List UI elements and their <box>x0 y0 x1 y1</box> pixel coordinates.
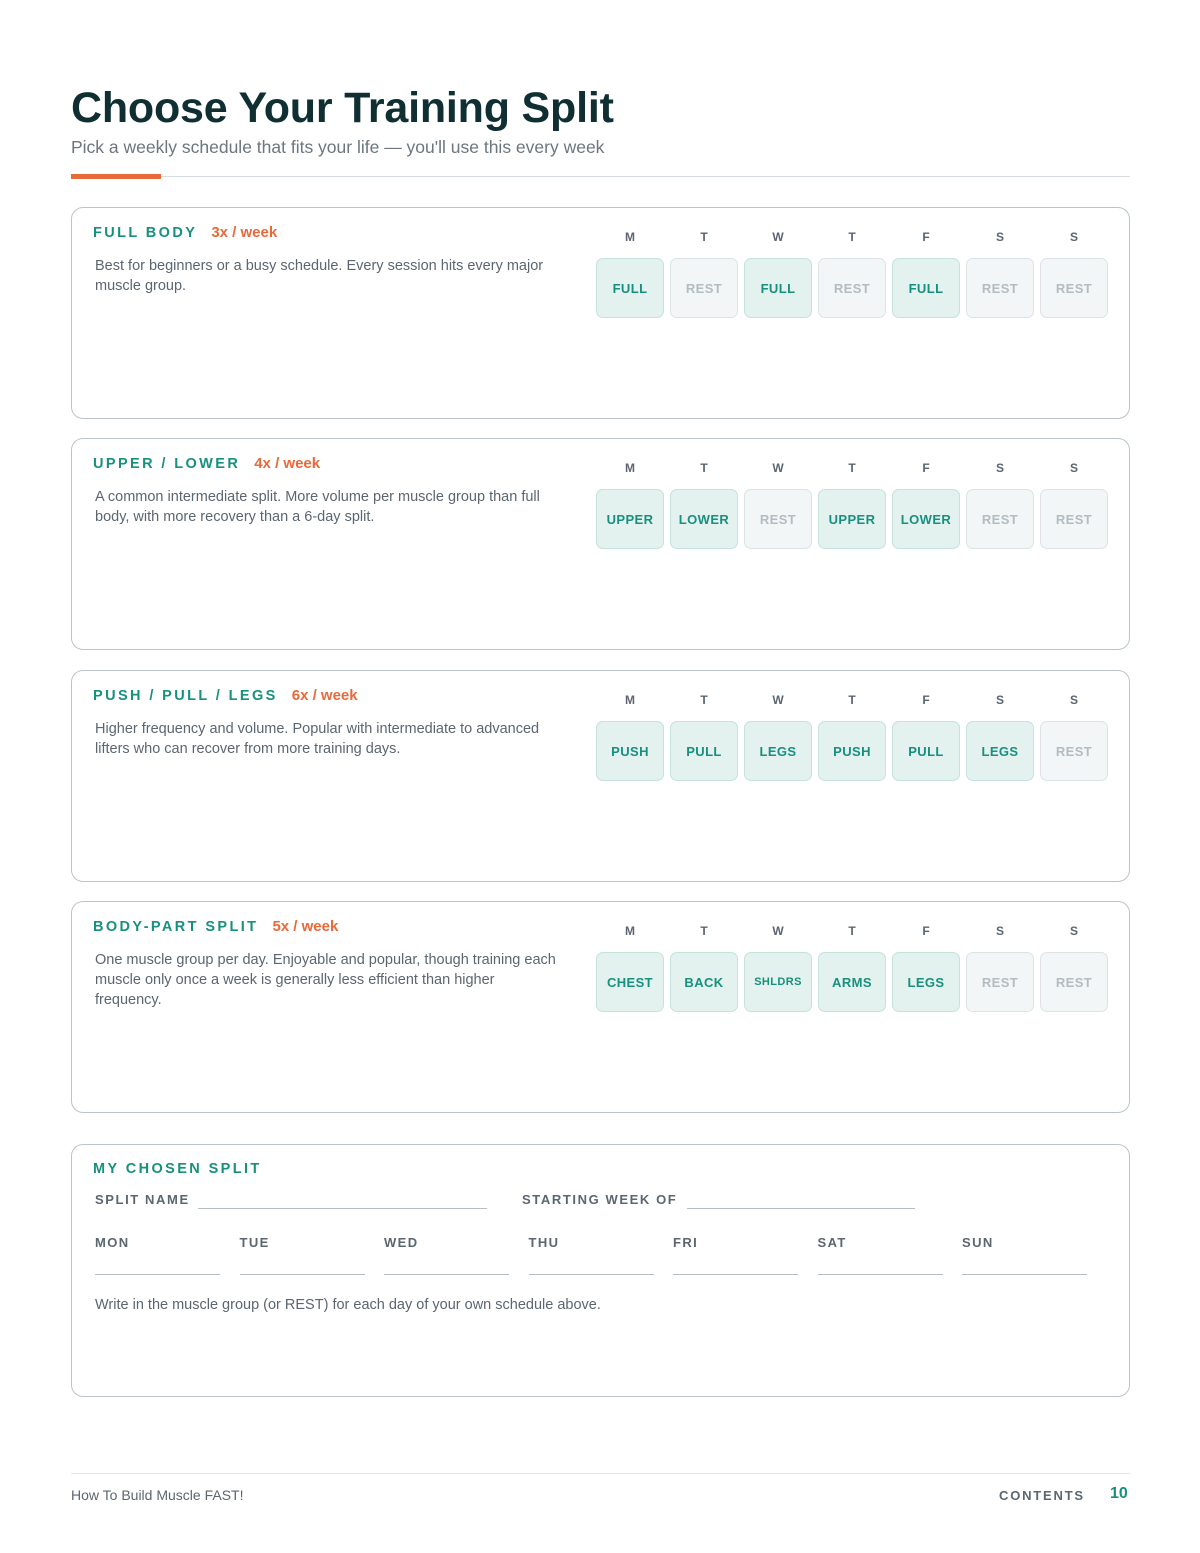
schedule-day <box>596 924 664 1014</box>
split-name: FULL BODY <box>93 225 198 241</box>
split-name: BODY-PART SPLIT <box>93 919 259 935</box>
schedule-day <box>818 693 886 783</box>
workout-day-box: FULL <box>596 258 664 318</box>
rest-day-box: REST <box>744 489 812 549</box>
day-letter: W <box>772 924 784 938</box>
footer-book-title: How To Build Muscle FAST! <box>71 1487 244 1503</box>
contents-link[interactable]: CONTENTS <box>999 1488 1085 1503</box>
day-letter: M <box>625 461 635 475</box>
day-letter: M <box>625 693 635 707</box>
schedule-day <box>818 924 886 1014</box>
workout-day-box: UPPER <box>818 489 886 549</box>
schedule-day <box>818 461 886 551</box>
workout-day-box: BACK <box>670 952 738 1012</box>
schedule-day <box>966 924 1034 1014</box>
chosen-split-title: MY CHOSEN SPLIT <box>93 1161 262 1177</box>
day-letter: S <box>1069 461 1078 475</box>
schedule-day <box>818 230 886 320</box>
weekday-label: FRI <box>673 1235 699 1250</box>
split-description: One muscle group per day. Enjoyable and popular, though training each muscle only once a week is generally less efficient than higher frequency. <box>95 952 556 1008</box>
day-letter: S <box>1069 693 1078 707</box>
workout-day-box: LEGS <box>966 721 1034 781</box>
split-header <box>93 918 338 936</box>
day-letter: T <box>848 461 856 475</box>
schedule-day <box>1040 693 1108 783</box>
day-letter: S <box>995 230 1004 244</box>
day-letter: T <box>848 230 856 244</box>
schedule-day <box>966 230 1034 320</box>
workout-day-box: UPPER <box>596 489 664 549</box>
day-letter: T <box>848 924 856 938</box>
split-frequency: 6x / week <box>291 687 358 704</box>
rest-day-box: REST <box>670 258 738 318</box>
split-header <box>93 224 277 242</box>
workout-day-box: LEGS <box>892 952 960 1012</box>
page-number: 10 <box>1110 1485 1128 1502</box>
workout-day-box: FULL <box>744 258 812 318</box>
rest-day-box: REST <box>966 258 1034 318</box>
weekday-write-in-field[interactable] <box>962 1274 1087 1275</box>
schedule-day <box>966 693 1034 783</box>
weekday-label: TUE <box>239 1235 270 1250</box>
day-letter: T <box>700 693 708 707</box>
split-description: A common intermediate split. More volume per muscle group than full body, with more recovery than a 6-day split. <box>95 489 540 525</box>
schedule-day <box>744 461 812 551</box>
schedule-day <box>670 461 738 551</box>
rest-day-box: REST <box>1040 489 1108 549</box>
schedule-day <box>892 693 960 783</box>
weekday-write-in-field[interactable] <box>95 1274 220 1275</box>
day-letter: T <box>700 461 708 475</box>
schedule-day <box>744 693 812 783</box>
weekday-label: THU <box>528 1235 560 1250</box>
day-letter: M <box>625 230 635 244</box>
my-chosen-split-card <box>71 1144 1130 1397</box>
day-letter: T <box>848 693 856 707</box>
weekday-write-in-field[interactable] <box>384 1274 509 1275</box>
rest-day-box: REST <box>1040 952 1108 1012</box>
day-letter: S <box>995 924 1004 938</box>
schedule-day <box>596 693 664 783</box>
weekday-label: SUN <box>962 1235 994 1250</box>
split-card <box>71 670 1130 882</box>
schedule-day <box>670 924 738 1014</box>
day-letter: F <box>922 461 930 475</box>
schedule-day <box>892 230 960 320</box>
day-letter: F <box>922 230 930 244</box>
weekday-label: WED <box>384 1235 419 1250</box>
split-card <box>71 901 1130 1113</box>
weekly-schedule <box>596 230 1108 320</box>
day-letter: F <box>922 924 930 938</box>
weekday-write-in-field[interactable] <box>818 1274 943 1275</box>
split-name: PUSH / PULL / LEGS <box>93 688 278 704</box>
split-frequency: 5x / week <box>272 918 339 935</box>
schedule-day <box>744 230 812 320</box>
weekday-label: SAT <box>817 1235 847 1250</box>
starting-week-field[interactable] <box>687 1208 915 1209</box>
workout-day-box: PULL <box>670 721 738 781</box>
schedule-day <box>744 924 812 1014</box>
footer-divider <box>71 1473 1130 1474</box>
rest-day-box: REST <box>966 952 1034 1012</box>
workout-day-box: SHLDRS <box>744 952 812 1012</box>
day-letter: S <box>1069 230 1078 244</box>
title-accent-rule <box>71 174 161 179</box>
workout-day-box: PUSH <box>818 721 886 781</box>
schedule-day <box>670 230 738 320</box>
day-letter: S <box>1069 924 1078 938</box>
split-header <box>93 687 358 705</box>
workout-day-box: LOWER <box>892 489 960 549</box>
split-card <box>71 438 1130 650</box>
weekly-schedule <box>596 461 1108 551</box>
weekday-write-in-field[interactable] <box>529 1274 654 1275</box>
split-frequency: 4x / week <box>254 455 321 472</box>
schedule-day <box>670 693 738 783</box>
schedule-day <box>1040 924 1108 1014</box>
weekday-write-in-field[interactable] <box>673 1274 798 1275</box>
day-letter: F <box>922 693 930 707</box>
day-letter: S <box>995 461 1004 475</box>
split-name-field[interactable] <box>198 1208 487 1209</box>
schedule-day <box>892 461 960 551</box>
page-subtitle: Pick a weekly schedule that fits your life — you'll use this every week <box>71 137 605 157</box>
split-description: Higher frequency and volume. Popular with intermediate to advanced lifters who can recover from more training days. <box>95 721 540 757</box>
split-frequency: 3x / week <box>211 224 278 241</box>
split-card <box>71 207 1130 419</box>
day-letter: T <box>700 230 708 244</box>
day-letter: W <box>772 230 784 244</box>
schedule-day <box>596 230 664 320</box>
rest-day-box: REST <box>1040 721 1108 781</box>
day-letter: M <box>625 924 635 938</box>
day-letter: T <box>700 924 708 938</box>
rest-day-box: REST <box>966 489 1034 549</box>
split-name-label: SPLIT NAME <box>95 1192 190 1207</box>
workout-day-box: CHEST <box>596 952 664 1012</box>
schedule-day <box>596 461 664 551</box>
schedule-day <box>892 924 960 1014</box>
weekly-schedule <box>596 693 1108 783</box>
split-name: UPPER / LOWER <box>93 456 241 472</box>
workout-day-box: PUSH <box>596 721 664 781</box>
schedule-day <box>966 461 1034 551</box>
workout-day-box: LEGS <box>744 721 812 781</box>
rest-day-box: REST <box>818 258 886 318</box>
page-title: Choose Your Training Split <box>71 84 614 132</box>
workout-day-box: FULL <box>892 258 960 318</box>
workout-day-box: LOWER <box>670 489 738 549</box>
schedule-day <box>1040 230 1108 320</box>
chosen-split-note: Write in the muscle group (or REST) for each day of your own schedule above. <box>95 1297 601 1313</box>
workout-day-box: PULL <box>892 721 960 781</box>
day-letter: S <box>995 693 1004 707</box>
split-description: Best for beginners or a busy schedule. Every session hits every major muscle group. <box>95 258 544 294</box>
split-header <box>93 455 320 473</box>
day-letter: W <box>772 461 784 475</box>
weekly-schedule <box>596 924 1108 1014</box>
day-letter: W <box>772 693 784 707</box>
workout-day-box: ARMS <box>818 952 886 1012</box>
schedule-day <box>1040 461 1108 551</box>
rest-day-box: REST <box>1040 258 1108 318</box>
weekday-label: MON <box>95 1235 130 1250</box>
title-divider <box>161 176 1130 177</box>
weekday-write-in-field[interactable] <box>240 1274 365 1275</box>
starting-week-label: STARTING WEEK OF <box>522 1192 678 1207</box>
